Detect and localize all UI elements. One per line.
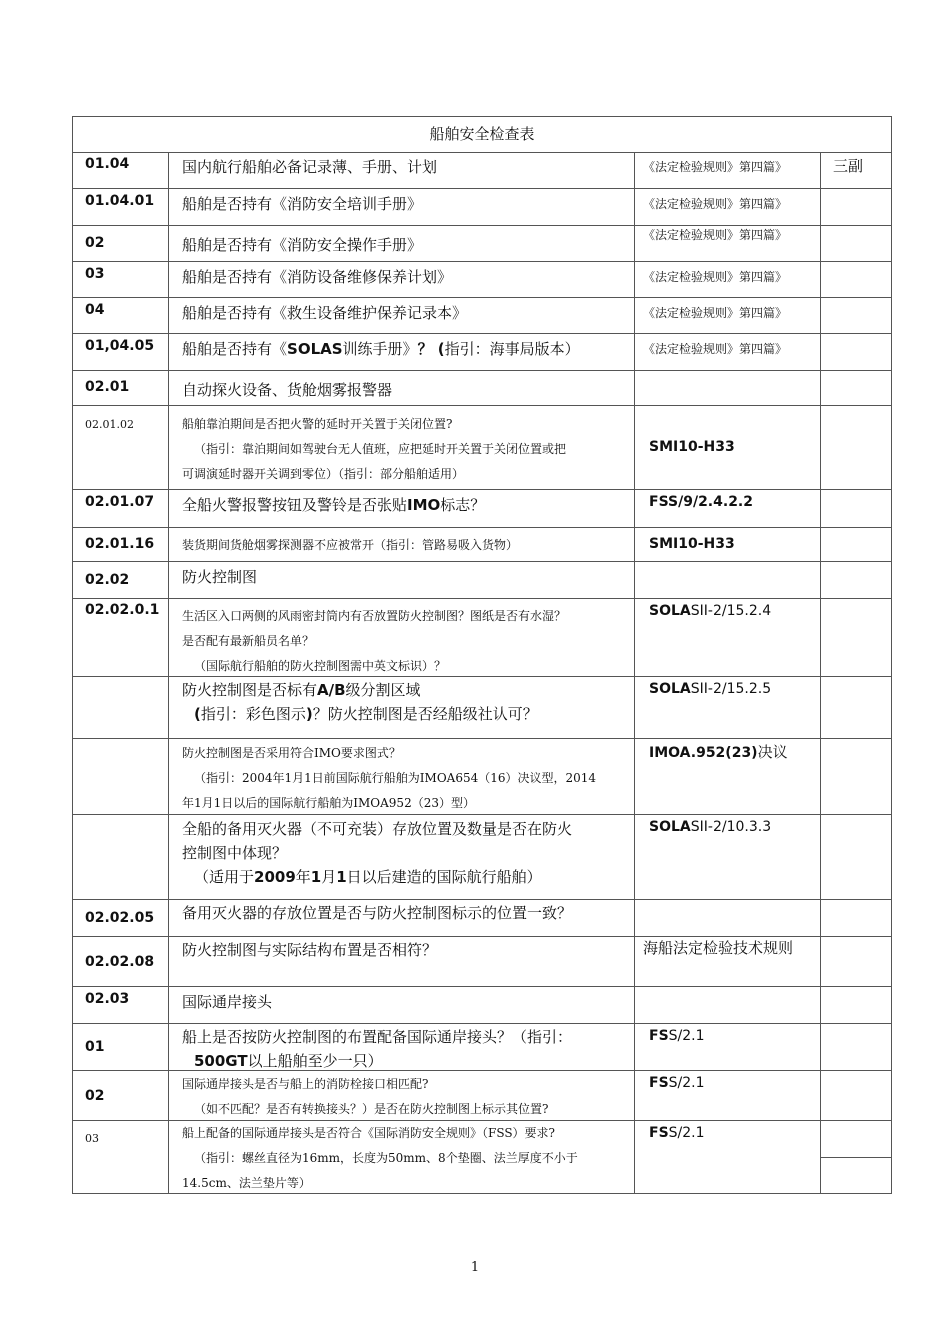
- empty-cell: [821, 1071, 891, 1120]
- empty-cell: [821, 1024, 891, 1070]
- item-reference: [635, 987, 821, 1023]
- item-reference: SMI10-H33: [635, 406, 821, 489]
- item-reference: 《法定检验规则》第四篇》: [635, 334, 821, 370]
- cell-divider: [821, 1157, 891, 1158]
- empty-cell: [821, 815, 891, 899]
- item-text: 防火控制图是否标有A/B级分割区域 (指引：彩色图示)？防火控制图是否经船级社认可？: [169, 677, 635, 738]
- item-code: 02.02.05: [73, 900, 169, 936]
- empty-cell: [821, 528, 891, 561]
- table-row: [73, 739, 891, 815]
- empty-cell: [821, 677, 891, 738]
- item-reference: 《法定检验规则》第四篇》: [635, 226, 821, 261]
- item-code: 02.01.07: [73, 490, 169, 527]
- empty-cell: [821, 371, 891, 405]
- item-text: 国内航行船舶必备记录薄、手册、计划: [169, 152, 635, 188]
- table-row: [73, 490, 891, 528]
- item-text: 自动探火设备、货舱烟雾报警器: [169, 371, 635, 405]
- table-row: [73, 262, 891, 298]
- item-text: 装货期间货舱烟雾探测器不应被常开（指引：管路易吸入货物）: [169, 528, 635, 561]
- item-text: 全船火警报警按钮及警铃是否张贴IMO标志？: [169, 490, 635, 527]
- item-text: 防火控制图与实际结构布置是否相符？: [169, 937, 635, 986]
- item-reference: FSS/2.1: [635, 1121, 821, 1193]
- item-text: 船舶是否持有《SOLAS训练手册》？ (指引：海事局版本）: [169, 334, 635, 370]
- item-code: 02.01.02: [73, 406, 169, 489]
- item-reference: 《法定检验规则》第四篇》: [635, 189, 821, 225]
- item-reference: SMI10-H33: [635, 528, 821, 561]
- empty-cell: [821, 298, 891, 333]
- item-code: 01.04.01: [73, 189, 169, 225]
- empty-cell: [821, 262, 891, 297]
- item-code: 02.01: [73, 371, 169, 405]
- table-row: [73, 599, 891, 677]
- table-row: [73, 1121, 891, 1193]
- item-text: 全船的备用灭火器（不可充装）存放位置及数量是否在防火 控制图中体现？ （适用于2009年1月1日以后建造的国际航行船舶）: [169, 815, 635, 899]
- item-text: 国际通岸接头: [169, 987, 635, 1023]
- item-text: 生活区入口两侧的风雨密封筒内有否放置防火控制图？图纸是否有水湿？ 是否配有最新船员名单？ （国际航行船舶的防火控制图需中英文标识）？: [169, 599, 635, 676]
- item-text: 备用灭火器的存放位置是否与防火控制图标示的位置一致？: [169, 900, 635, 936]
- empty-cell: [821, 490, 891, 527]
- item-text: 船上是否按防火控制图的布置配备国际通岸接头？（指引： 500GT以上船舶至少一只）: [169, 1024, 635, 1070]
- table-row: [73, 152, 891, 189]
- item-reference: IMOA.952(23)决议: [635, 739, 821, 814]
- item-code: 04: [73, 298, 169, 333]
- item-reference: [635, 371, 821, 405]
- empty-code-cell: [73, 677, 169, 738]
- table-row: [73, 189, 891, 226]
- item-code: 02.02.08: [73, 937, 169, 986]
- item-reference: SOLASII-2/15.2.4: [635, 599, 821, 676]
- item-reference: FSS/2.1: [635, 1071, 821, 1120]
- page-number: 1: [470, 1260, 480, 1275]
- item-reference: SOLASII-2/10.3.3: [635, 815, 821, 899]
- item-reference: [635, 900, 821, 936]
- table-row: [73, 528, 891, 562]
- table-row: [73, 1024, 891, 1071]
- item-reference: SOLASII-2/15.2.5: [635, 677, 821, 738]
- item-code: 02.02: [73, 562, 169, 598]
- item-code: 03: [73, 1121, 169, 1193]
- item-text: 船舶是否持有《消防安全培训手册》: [169, 189, 635, 225]
- item-code: 01.04: [73, 152, 169, 188]
- empty-cell: [821, 562, 891, 598]
- item-code: 02: [73, 226, 169, 261]
- table-row: [73, 371, 891, 406]
- item-code: 02: [73, 1071, 169, 1120]
- empty-cell: [821, 189, 891, 225]
- item-text: 船舶是否持有《救生设备维护保养记录本》: [169, 298, 635, 333]
- table-row: [73, 334, 891, 371]
- item-code: 02.01.16: [73, 528, 169, 561]
- responsible-person: 三副: [833, 157, 864, 175]
- empty-cell: [821, 987, 891, 1023]
- item-text: 船舶是否持有《消防设备维修保养计划》: [169, 262, 635, 297]
- table-row: [73, 937, 891, 987]
- empty-cell: [821, 406, 891, 489]
- empty-cell: [821, 226, 891, 261]
- table-row: [73, 900, 891, 937]
- empty-code-cell: [73, 815, 169, 899]
- table-row: [73, 562, 891, 599]
- item-text: 船上配备的国际通岸接头是否符合《国际消防安全规则》（FSS）要求? （指引：螺丝直径为16mm，长度为50mm、8个垫圈、法兰厚度不小于 14.5cm、法兰垫片等）: [169, 1121, 635, 1193]
- table-row: [73, 226, 891, 262]
- item-reference: [635, 562, 821, 598]
- item-text: 船舶靠泊期间是否把火警的延时开关置于关闭位置? （指引：靠泊期间如驾驶台无人值班，应把延时开关置于关闭位置或把 可调演延时器开关调到零位）（指引：部分船舶适用）: [169, 406, 635, 489]
- item-code: 02.03: [73, 987, 169, 1023]
- item-text: 国际通岸接头是否与船上的消防栓接口相匹配? （如不匹配？是否有转换接头？）是否在防火控制图上标示其位置?: [169, 1071, 635, 1120]
- item-code: 01,04.05: [73, 334, 169, 370]
- table-row: [73, 815, 891, 900]
- item-reference: 海船法定检验技术规则: [635, 937, 821, 986]
- empty-cell: [821, 900, 891, 936]
- item-code: 01: [73, 1024, 169, 1070]
- empty-cell: [821, 739, 891, 814]
- table-row: [73, 298, 891, 334]
- item-reference: 《法定检验规则》第四篇》: [635, 152, 821, 188]
- empty-cell: [821, 334, 891, 370]
- empty-cell: [821, 937, 891, 986]
- item-reference: 《法定检验规则》第四篇》: [635, 262, 821, 297]
- item-reference: 《法定检验规则》第四篇》: [635, 298, 821, 333]
- empty-cell: [821, 599, 891, 676]
- item-code: 02.02.0.1: [73, 599, 169, 676]
- table-title: 船舶安全检查表: [73, 117, 891, 153]
- item-reference: FSS/2.1: [635, 1024, 821, 1070]
- table-row: [73, 677, 891, 739]
- item-text: 防火控制图: [169, 562, 635, 598]
- table-row: [73, 406, 891, 490]
- item-code: 03: [73, 262, 169, 297]
- item-text: 防火控制图是否采用符合IMO要求图式？ （指引：2004年1月1日前国际航行船舶为IMOA654（16）决议型，2014 年1月1日以后的国际航行船舶为IMOA952（23）型）: [169, 739, 635, 814]
- table-row: [73, 1071, 891, 1121]
- safety-checklist-table: [72, 116, 892, 1194]
- item-text: 船舶是否持有《消防安全操作手册》: [169, 226, 635, 261]
- item-reference: FSS/9/2.4.2.2: [635, 490, 821, 527]
- empty-code-cell: [73, 739, 169, 814]
- table-row: [73, 987, 891, 1024]
